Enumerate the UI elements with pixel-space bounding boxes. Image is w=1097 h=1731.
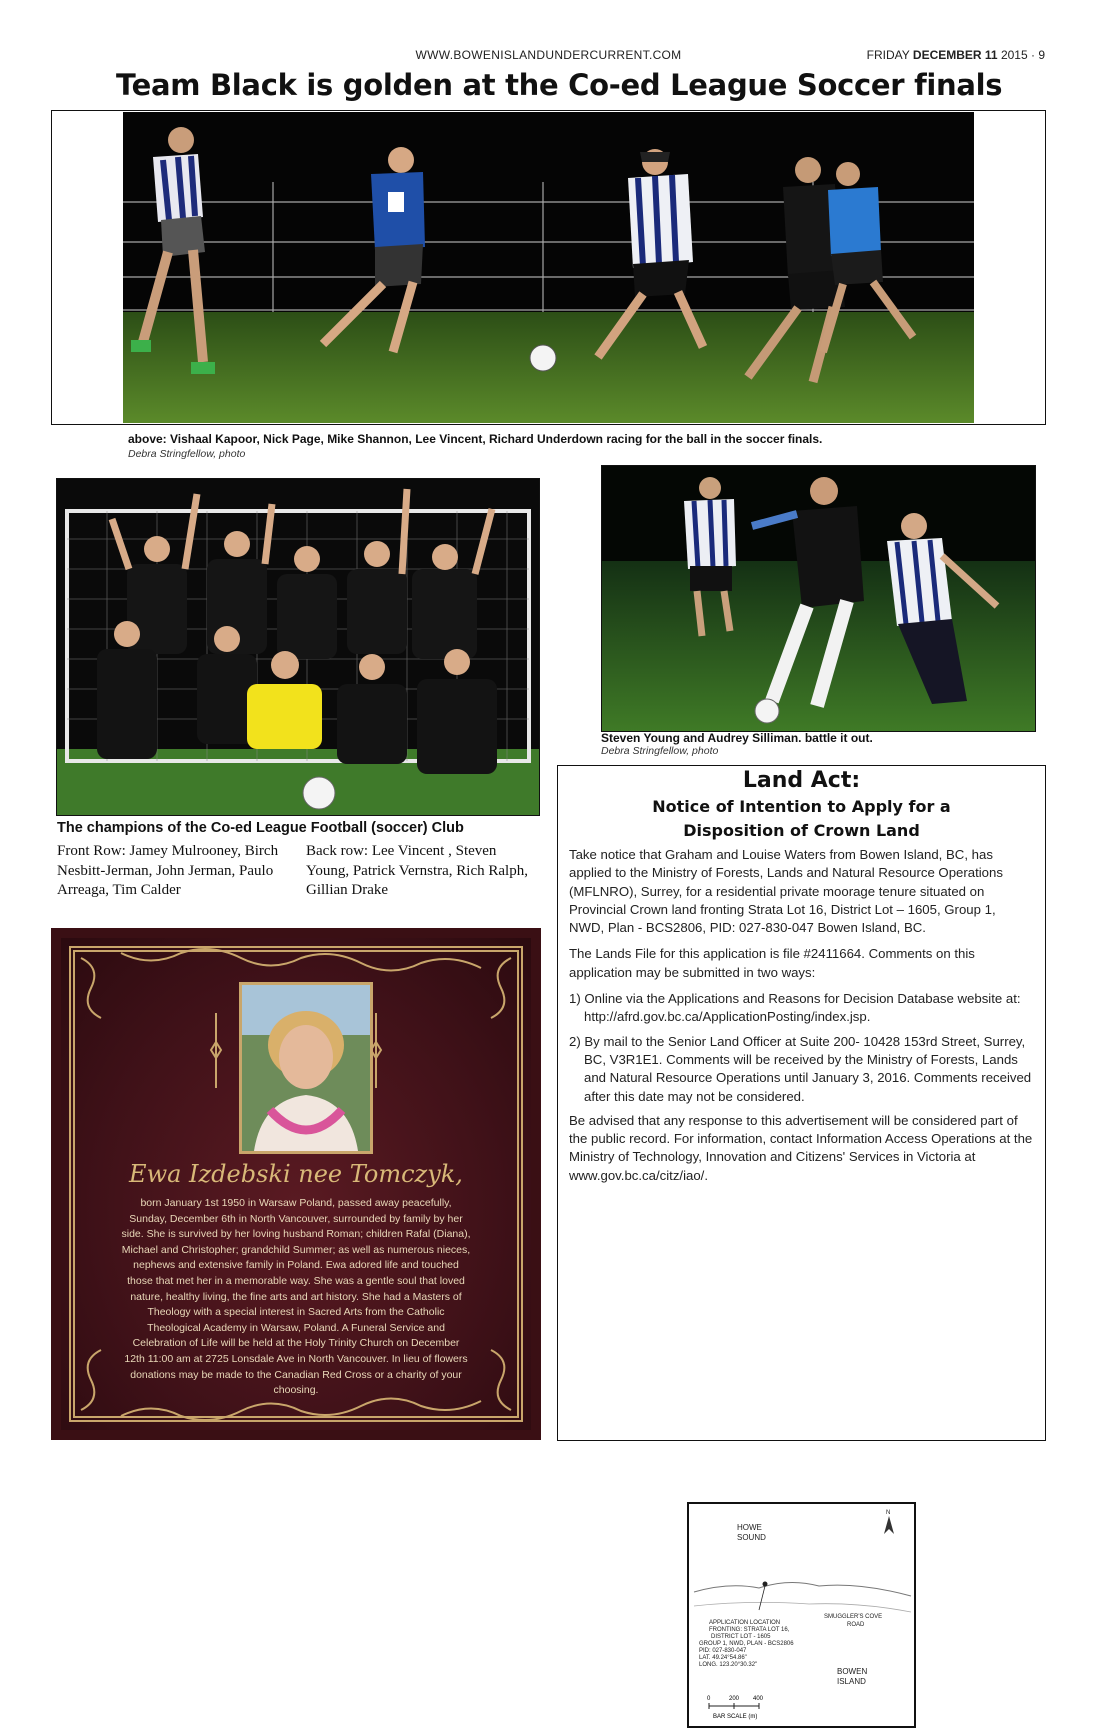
north-arrow-icon: [884, 1516, 894, 1534]
date-page: 2015 · 9: [1000, 48, 1045, 62]
svg-text:BAR SCALE (m): BAR SCALE (m): [713, 1714, 758, 1720]
front-row-names: Front Row: Jamey Mulrooney, Birch Nesbitt-Jerman, John Jerman, Paulo Arreaga, Tim Calder: [57, 843, 279, 898]
issue-date: [867, 48, 1045, 62]
map-application-line: GROUP 1, NWD, PLAN - BCS2806: [699, 1641, 794, 1647]
map-application-line: DISTRICT LOT - 1605: [711, 1634, 771, 1640]
map-application-line: LAT. 49.24°54.86": [699, 1655, 747, 1661]
date-day: FRIDAY: [866, 48, 910, 62]
portrait-photo: [239, 982, 373, 1154]
land-act-notice: [557, 765, 1046, 1720]
application-location-marker: [763, 1582, 768, 1587]
svg-text:400: 400: [753, 1696, 764, 1702]
date-bold: DECEMBER 11: [912, 48, 998, 62]
site-url: WWW.BOWENISLANDUNDERCURRENT.COM: [415, 48, 682, 62]
obituary-name: Ewa Izdebski nee Tomczyk,: [129, 1160, 463, 1188]
scale-bar: [707, 1696, 764, 1720]
champions-title: The champions of the Co-ed League Football (soccer) Club: [57, 820, 464, 836]
land-act-paragraph-3: Be advised that any response to this advertisement will be considered part of the public record. For information, contact Information Access Operations at the Ministry of Technology, Innovation and Citizens' Services in Victoria at www.gov.bc.ca/citz/iao/.: [569, 1112, 1033, 1183]
map-application-line: APPLICATION LOCATION: [709, 1620, 781, 1626]
obituary-text: born January 1st 1950 in Warsaw Poland, passed away peacefully, Sunday, December 6th in North Vancouver, surrounded by family by her side. She is survived by her loving husband Roman; children Rafal (Diana), Michael and Christopher; grandchild Summer; as well as numerous nieces, nephews and extensive family in Poland. Ewa adored life and touched those that met her in a memorable way. She was a gentle soul that loved nature, healthy living, the fine arts and art history. She had a Masters of Theology with a special interest in Sacred Arts from the Catholic Theological Academy in Warsaw, Poland. A Funeral Service and Celebration of Life will be held at the Holy Trinity Church on December 12th 11:00 am at 2725 Lonsdale Ave in North Vancouver. In lieu of flowers donations may be made to the Canadian Red Cross or a charity of your choosing.: [121, 1197, 471, 1397]
team-photo: [56, 478, 540, 816]
land-act-paragraph-2: The Lands File for this application is file #2411664. Comments on this application may be submitted in two ways:: [569, 946, 975, 980]
side-soccer-photo: [601, 465, 1036, 732]
land-act-mail-option: 2) By mail to the Senior Land Officer at Suite 200- 10428 153rd Street, Surrey, BC, V3R1E1. Comments will be received by the Ministry of Forests, Lands and Natural Resource Operations until January 3, 2016. Comments received after this date may not be considered.: [569, 1033, 1032, 1104]
land-act-title: Land Act:: [742, 768, 861, 793]
map-label-sound: HOWE SOUND: [737, 1523, 766, 1542]
top-photo-caption: above: Vishaal Kapoor, Nick Page, Mike Shannon, Lee Vincent, Richard Underdown racing for the ball in the soccer finals.: [128, 432, 823, 446]
top-photo-credit: Debra Stringfellow, photo: [128, 448, 246, 460]
svg-text:200: 200: [729, 1696, 740, 1702]
map-application-line: PID: 027-830-047: [699, 1648, 747, 1654]
top-soccer-photo: [123, 112, 974, 423]
map-application-line: FRONTING: STRATA LOT 16,: [709, 1627, 790, 1633]
land-act-subtitle: Notice of Intention to Apply for a Disposition of Crown Land: [652, 797, 951, 840]
svg-text:0: 0: [707, 1696, 711, 1702]
map-application-text: [699, 1620, 794, 1668]
location-map: [687, 1502, 916, 1728]
map-label-island: BOWEN ISLAND: [837, 1667, 868, 1686]
map-application-line: LONG. 123.20°30.32": [699, 1662, 758, 1668]
side-photo-credit: Debra Stringfellow, photo: [601, 745, 719, 757]
map-label-road: SMUGGLER'S COVE ROAD: [824, 1614, 883, 1628]
back-row-names: Back row: Lee Vincent , Steven Young, Patrick Vernstra, Rich Ralph, Gillian Drake: [306, 843, 528, 898]
side-photo-caption: Steven Young and Audrey Silliman. battle it out.: [601, 731, 873, 745]
shoreline: [694, 1582, 911, 1596]
land-act-paragraph-1: Take notice that Graham and Louise Waters from Bowen Island, BC, has applied to the Ministry of Forests, Lands and Natural Resource Operations (MFLNRO), Surrey, for a residential private moorage tenure situated on Provincial Crown land fronting Strata Lot 16, District Lot – 1605, Group 1, NWD, Plan - BCS2806, PID: 027-830-047 Bowen Island, BC.: [569, 847, 1003, 936]
land-act-online-option: 1) Online via the Applications and Reasons for Decision Database website at: http://afrd.gov.bc.ca/ApplicationPosting/index.jsp.: [569, 991, 1021, 1025]
obituary-panel: [51, 928, 541, 1440]
headline: Team Black is golden at the Co-ed League Soccer finals: [116, 68, 1003, 102]
map-label-north: N: [886, 1510, 891, 1516]
